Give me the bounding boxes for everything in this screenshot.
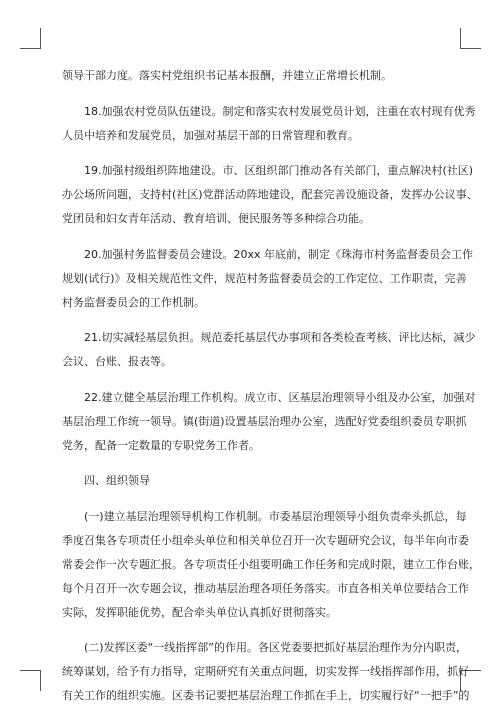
text-line: 18.加强农村党员队伍建设。制定和落实农村发展党员计划，注重在农村现有优秀 <box>62 104 476 118</box>
text-line: (二)发挥区委“一线指挥部”的作用。各区党委要把抓好基层治理作为分内职责， <box>62 641 467 654</box>
text-line: 领导干部力度。落实村党组织书记基本报酬，并建立正常增长机制。 <box>62 69 392 82</box>
text-line: 村务监督委员会的工作机制。 <box>62 295 205 309</box>
text-line: 规划(试行)》及相关规范性文件，规范村务监督委员会的工作定位、工作职责，完善 <box>62 271 467 285</box>
text-line: 实际，发挥职能优势，配合牵头单位认真抓好贯彻落实。 <box>62 605 337 619</box>
text-line: 基层治理工作统一领导。镇(街道)设置基层治理办公室，选配好党委组织委员专职抓 <box>62 414 467 428</box>
text-line: 20.加强村务监督委员会建设。20xx 年底前，制定《珠海市村务监督委员会工作 <box>62 247 474 261</box>
paragraph <box>62 505 480 625</box>
text-line: 统筹谋划，给予有力指导，定期研究有关重点问题，切实发挥一线指挥部作用，抓好 <box>62 665 469 678</box>
crop-mark-bottom-left <box>20 670 41 691</box>
text-line: 党团员和妇女青年活动、教育培训、便民服务等多种综合功能。 <box>62 212 370 225</box>
text-line: 四、组织领导 <box>62 474 150 487</box>
text-line: 有关工作的组织实施。区委书记要把基层治理工作抓在手上，切实履行好“一把手”的 <box>62 689 470 702</box>
text-line: 22.建立健全基层治理工作机构。成立市、区基层治理领导小组及办公室，加强对 <box>62 390 476 404</box>
paragraph <box>62 64 440 88</box>
paragraph <box>62 386 476 458</box>
text-line: (一)建立基层治理领导机构工作机制。市委基层治理领导小组负责牵头抓总，每 <box>62 509 467 523</box>
paragraph <box>62 159 478 231</box>
text-line: 党务，配备一定数量的专职党务工作者。 <box>62 438 260 452</box>
paragraph <box>62 243 474 315</box>
text-line: 19.加强村级组织阵地建设。市、区组织部门推动各有关部门，重点解决村(社区) <box>62 164 474 177</box>
text-line: 每个月召开一次专题会议，推动基层治理各项任务落实。市直各相关单位要结合工作 <box>62 581 469 595</box>
paragraph <box>62 100 476 148</box>
text-line: 季度召集各专项责任小组牵头单位和相关单位召开一次专题研究会议，每半年向市委 <box>62 533 469 547</box>
document-body <box>62 64 480 720</box>
text-line: 办公场所问题，支持村(社区)党群活动阵地建设，配套完善设施设备，发挥办公议事、 <box>62 188 478 201</box>
text-line: 人员中培养和发展党员，加强对基层干部的日常管理和教育。 <box>62 128 359 142</box>
crop-mark-top-right <box>460 28 481 49</box>
text-line: 会议、台账、报表等。 <box>62 355 172 368</box>
paragraph <box>62 326 476 374</box>
crop-mark-top-left <box>20 28 41 49</box>
section-heading <box>62 469 440 493</box>
text-line: 常委会作一次专题汇报。各专项责任小组要明确工作任务和完成时限，建立工作台账， <box>62 557 480 571</box>
paragraph <box>62 636 470 708</box>
text-line: 21.切实减轻基层负担。规范委托基层代办事项和各类检查考核、评比达标，减少 <box>62 331 476 344</box>
